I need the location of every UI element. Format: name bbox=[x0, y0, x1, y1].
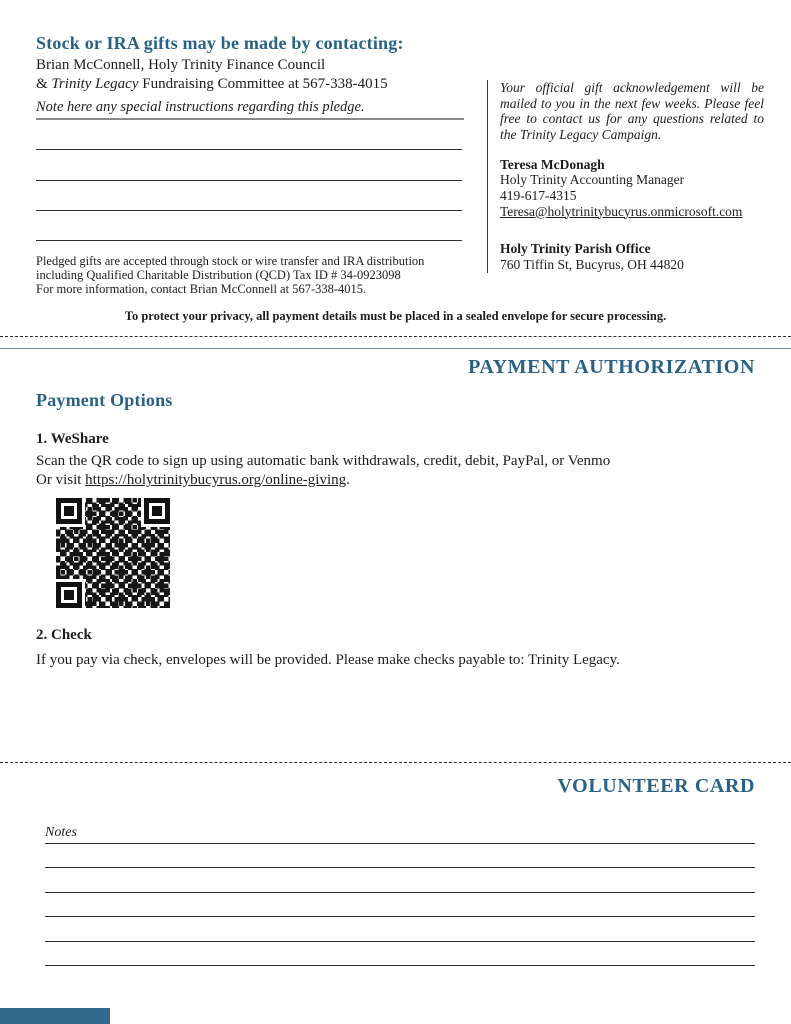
weshare-qr-code bbox=[56, 498, 170, 608]
contact-title: Holy Trinity Accounting Manager bbox=[500, 172, 685, 188]
contact-phone: 419-617-4315 bbox=[500, 187, 577, 203]
weshare-heading: 1. WeShare bbox=[36, 431, 109, 447]
pledge-write-line bbox=[36, 149, 462, 150]
notes-write-line bbox=[45, 867, 755, 868]
special-instructions-label: Note here any special instructions regarding this pledge. bbox=[36, 99, 365, 115]
check-heading: 2. Check bbox=[36, 627, 92, 643]
notes-write-line bbox=[45, 965, 755, 966]
notes-write-line bbox=[45, 916, 755, 917]
notes-write-line bbox=[45, 843, 755, 844]
weshare-body bbox=[36, 452, 716, 490]
qr-finder-top-left bbox=[56, 498, 82, 524]
stock-contact-line1: Brian McConnell, Holy Trinity Finance Council bbox=[36, 57, 326, 73]
cut-line-dashed bbox=[0, 336, 791, 337]
privacy-note: To protect your privacy, all payment details must be placed in a sealed envelope for secure processing. bbox=[124, 309, 667, 323]
pledged-info-line3: For more information, contact Brian McConnell at 567-338-4015. bbox=[36, 282, 367, 296]
pledge-write-line bbox=[36, 180, 462, 181]
payment-authorization-title: PAYMENT AUTHORIZATION bbox=[468, 356, 755, 378]
payment-options-heading: Payment Options bbox=[36, 390, 173, 410]
trinity-legacy-italic: Trinity Legacy bbox=[51, 75, 139, 92]
contact-email-link[interactable]: Teresa@holytrinitybucyrus.onmicrosoft.com bbox=[500, 203, 743, 219]
parish-office-name: Holy Trinity Parish Office bbox=[500, 241, 651, 257]
special-instructions-rule bbox=[36, 118, 464, 120]
parish-office-address: 760 Tiffin St, Bucyrus, OH 44820 bbox=[500, 256, 684, 272]
pledged-info-line2: including Qualified Charitable Distribution (QCD) Tax ID # 34-0923098 bbox=[36, 268, 401, 282]
notes-label: Notes bbox=[45, 825, 77, 840]
pledge-write-line bbox=[36, 240, 462, 241]
acknowledgement-column bbox=[487, 80, 764, 273]
online-giving-link[interactable]: https://holytrinitybucyrus.org/online-giving bbox=[85, 471, 347, 488]
pledge-write-line bbox=[36, 210, 462, 211]
pledged-info-line1: Pledged gifts are accepted through stock or wire transfer and IRA distribution bbox=[36, 254, 425, 268]
stock-contact-line2: & Trinity Legacy Fundraising Committee at 567-338-4015 bbox=[36, 75, 388, 92]
contact-name: Teresa McDonagh bbox=[500, 156, 605, 172]
card-edge-blue-line bbox=[0, 348, 791, 349]
cut-line-dashed bbox=[0, 762, 791, 763]
notes-write-line bbox=[45, 892, 755, 893]
stock-gifts-heading: Stock or IRA gifts may be made by contacting: bbox=[36, 33, 404, 53]
pledged-gifts-info bbox=[36, 254, 476, 296]
check-body: If you pay via check, envelopes will be provided. Please make checks payable to: Trinity Legacy. bbox=[36, 652, 620, 668]
qr-finder-top-right bbox=[144, 498, 170, 524]
volunteer-card-title: VOLUNTEER CARD bbox=[557, 775, 755, 797]
notes-write-line bbox=[45, 941, 755, 942]
weshare-line2: Or visit https://holytrinitybucyrus.org/online-giving. bbox=[36, 471, 350, 488]
footer-accent-bar bbox=[0, 1008, 110, 1024]
weshare-line1: Scan the QR code to sign up using automatic bank withdrawals, credit, debit, PayPal, or Venmo bbox=[36, 453, 611, 469]
qr-finder-bottom-left bbox=[56, 582, 82, 608]
acknowledgement-paragraph: Your official gift acknowledgement will be mailed to you in the next few weeks. Please feel free to contact us for any questions related to the Trinity Legacy Campaign. bbox=[500, 80, 764, 142]
stock-gifts-contact bbox=[36, 56, 476, 94]
